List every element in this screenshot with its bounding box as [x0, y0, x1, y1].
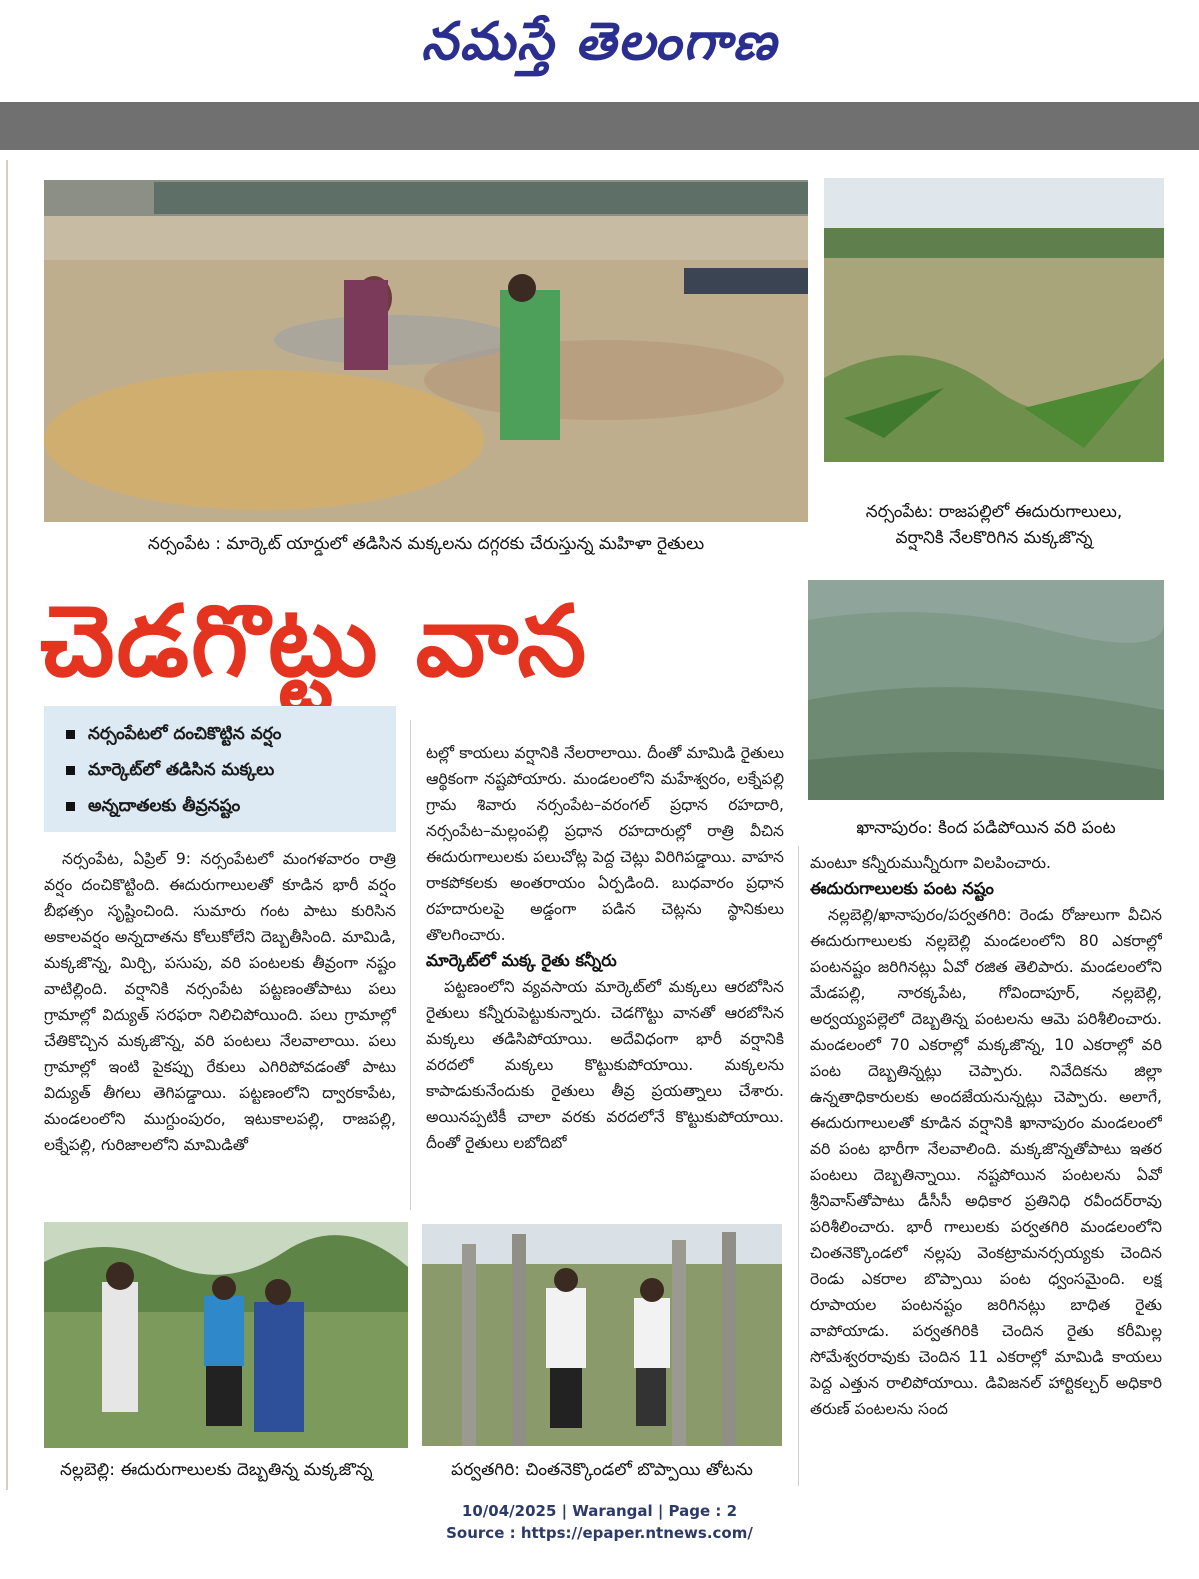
article-paragraph: పట్టణంలోని వ్యవసాయ మార్కెట్‌లో మక్కలు ఆరబోసిన రైతులు కన్నీరుపెట్టుకున్నారు. చెడగొట్టు వానతో ఆరబోసిన మక్కలు తడిసిపోయాయి. అదేవిధంగా భారీ వర్షానికి వరదలో మక్కలు కొట్టుకుపోయాయి. మక్కలను కాపాడుకునేందుకు రైతులు తీవ్ర ప్రయత్నాలు చేశారు. అయినప్పటికీ చాలా వరకు వరదలోనే కొట్టుకుపోయాయి. దీంతో రైతులు లబోదిబో — [426, 978, 784, 1152]
article-paragraph: నల్లబెల్లి/ఖానాపురం/పర్వతగిరి: రెండు రోజులుగా వీచిన ఈదురుగాలులకు నల్లబెల్లి మండలంలోని 80 ఎకరాల్లో పంటనష్టం జరిగినట్లు ఏవో రజిత తెలిపారు. మండలంలోని మేడపల్లి, నారక్కపేట, గోవిందాపూర్, నల్లబెల్లి, అర్వయ్యపల్లెలో దెబ్బతిన్న పంటలను ఆమె పరిశీలించారు. మండలంలో 70 ఎకరాల్లో మక్కజొన్న, 10 ఎకరాల్లో వరి పంట దెబ్బతిన్నట్లు చెప్పారు. నివేదికను జిల్లా ఉన్నతాధికారులకు అందజేయనున్నట్లు చెప్పారు. అలాగే, ఈదురుగాలులతో కూడిన వర్షానికి ఖానాపురం మండలంలో వరి పంట భారీగా నేలవాలింది. మక్కజొన్నతోపాటు ఇతర పంటలు దెబ్బతిన్నాయి. నష్టపోయిన పంటలను ఏవో శ్రీనివాస్‌తోపాటు డీసీసీ అధికార ప్రతినిధి రవీందర్‌రావు పరిశీలించారు. భారీ గాలులకు పర్వతగిరి మండలంలోని చింతనెక్కొండలో నల్లపు వెంకట్రామనర్సయ్యకు చెందిన రెండు ఎకరాల బొప్పాయి పంట ధ్వంసమైంది. లక్ష రూపాయల పంటనష్టం జరిగినట్లు బాధిత రైతు వాపోయాడు. పర్వతగిరికి చెందిన రైతు కరీమిల్ల సోమేశ్వరరావుకు చెందిన 11 ఎకరాల్లో మామిడి కాయలు పెద్ద ఎత్తున రాలిపోయాయి. డివిజనల్ హార్టికల్చర్ అధికారి తరుణ్ పంటలను సంద — [810, 906, 1162, 1418]
header-bar — [0, 102, 1199, 150]
headline: చెడగొట్టు వాన — [40, 585, 589, 699]
nallabelly-caption: నల్లబెల్లి: ఈదురుగాలులకు దెబ్బతిన్న మక్కజొన్న — [60, 1460, 373, 1480]
source-link[interactable]: Source : https://epaper.ntnews.com/ — [446, 1524, 753, 1542]
parvathagiri-papaya-photo — [422, 1224, 782, 1446]
masthead — [0, 0, 1199, 96]
column-divider — [798, 846, 799, 1486]
rajapally-caption-line2: వర్షానికి నేలకొరిగిన మక్కజొన్న — [895, 528, 1093, 548]
article-paragraph: టల్లో కాయలు వర్షానికి నేలరాలాయి. దీంతో మామిడి రైతులు ఆర్థికంగా నష్టపోయారు. మండలంలోని మహేశ్వరం, లక్నేపల్లి గ్రామ శివారు నర్సంపేట–వరంగల్ ప్రధాన రహదారి, నర్సంపేట–మల్లంపల్లి ప్రధాన రహదారుల్లో రాత్రి వీచిన ఈదురుగాలులకు పలుచోట్ల పెద్ద చెట్లు విరిగిపడ్డాయి. వాహన రాకపోకలకు అంతరాయం ఏర్పడింది. బుధవారం ప్రధాన రహదారులపై అడ్డంగా పడిన చెట్లను స్థానికులు తొలగించారు. — [426, 744, 784, 944]
highlight-item: నర్సంపేటలో దంచికొట్టిన వర్షం — [44, 716, 396, 752]
rajapally-caption-line1: నర్సంపేట: రాజపల్లిలో ఈదురుగాలులు, — [865, 502, 1123, 522]
parvathagiri-caption: పర్వతగిరి: చింతనెక్కొండలో బొప్పాయి తోటను — [451, 1460, 753, 1480]
market-yard-caption: నర్సంపేట : మార్కెట్ యార్డులో తడిసిన మక్కలను దగ్గరకు చేరుస్తున్న మహిళా రైతులు — [147, 534, 705, 554]
article-paragraph: మంటూ కన్నీరుమున్నీరుగా విలపించారు. — [810, 854, 1051, 872]
column-divider — [410, 720, 411, 1210]
section-subhead: ఈదురుగాలులకు పంట నష్టం — [810, 879, 994, 898]
khanapur-caption: ఖానాపురం: కింద పడిపోయిన వరి పంట — [856, 818, 1116, 838]
page-margin-line — [6, 160, 8, 1490]
market-yard-photo — [44, 180, 808, 522]
article-column-2 — [426, 740, 784, 1214]
edition-info: 10/04/2025 | Warangal | Page : 2 — [461, 1502, 738, 1520]
article-paragraph: నర్సంపేట, ఏప్రిల్ 9: నర్సంపేటలో మంగళవారం రాత్రి వర్షం దంచికొట్టింది. ఈదురుగాలులతో కూడిన భారీ వర్షం బీభత్సం సృష్టించింది. సుమారు గంట పాటు కురిసిన అకాలవర్షం అన్నదాతను కోలుకోలేని దెబ్బతీసింది. మామిడి, మక్కజొన్న, మిర్చి, పసుపు, వరి పంటలకు తీవ్రంగా నష్టం వాటిల్లింది. వర్షానికి నర్సంపేట పట్టణంతోపాటు పలు గ్రామాల్లో విద్యుత్ సరఫరా నిలిచిపోయింది. పలు గ్రామాల్లో చేతికొచ్చిన మక్కజొన్న, వరి పంటలు నేలవాలాయి. పలు గ్రామాల్లో ఇంటి పైకప్పు రేకులు ఎగిరిపోవడంతో పాటు విద్యుత్ తీగలు తెగిపడ్డాయి. పట్టణంలోని ద్వారకాపేట, మండలంలోని ముగ్దుంపురం, ఇటుకాలపల్లి, రాజపల్లి, లక్నేపల్లి, గురిజాలలోని మామిడితో — [44, 850, 396, 1154]
rajapally-maize-photo — [824, 178, 1164, 462]
highlights-box — [44, 706, 396, 832]
nallabelly-maize-photo — [44, 1222, 408, 1448]
page-footer — [0, 1500, 1199, 1544]
section-subhead: మార్కెట్‌లో మక్క రైతు కన్నీరు — [426, 951, 617, 970]
newspaper-title: నమస్తే తెలంగాణ — [421, 11, 778, 72]
article-column-3 — [810, 850, 1162, 1486]
highlight-item: మార్కెట్‌లో తడిసిన మక్కలు — [44, 752, 396, 788]
highlight-item: అన్నదాతలకు తీవ్రనష్టం — [44, 788, 396, 824]
article-column-1 — [44, 846, 396, 1210]
khanapur-paddy-photo — [808, 580, 1164, 800]
